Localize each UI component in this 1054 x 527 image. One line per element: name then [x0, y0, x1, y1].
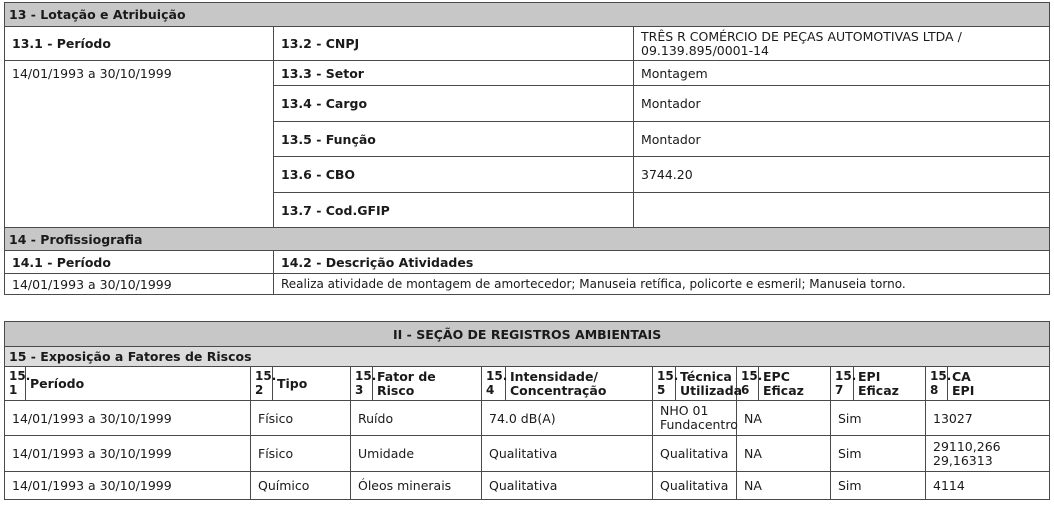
funcao-value: Montador: [634, 122, 1050, 157]
col-5-number: 15. 5: [653, 367, 676, 401]
col-5-label: Técnica Utilizada: [676, 367, 737, 401]
col-7-label: EPI Eficaz: [854, 367, 926, 401]
section-ii-title: II - SEÇÃO DE REGISTROS AMBIENTAIS: [5, 322, 1050, 347]
section-13-header: 13 - Lotação e Atribuição: [5, 3, 1050, 27]
setor-label: 13.3 - Setor: [274, 61, 634, 86]
descricao-label: 14.2 - Descrição Atividades: [274, 251, 1050, 274]
col-8-label: CA EPI: [948, 367, 1050, 401]
table-row: [5, 472, 1050, 500]
col-6-label: EPC Eficaz: [759, 367, 831, 401]
cargo-label: 13.4 - Cargo: [274, 86, 634, 122]
profissiografia-periodo-value: 14/01/1993 a 30/10/1999: [5, 274, 274, 295]
cargo-value: Montador: [634, 86, 1050, 122]
gfip-value: [634, 193, 1050, 228]
section-15-header: 15 - Exposição a Fatores de Riscos: [5, 347, 1050, 367]
cbo-label: 13.6 - CBO: [274, 157, 634, 193]
col-1-label: Período: [26, 367, 251, 401]
row-tecnica: Qualitativa: [653, 472, 737, 500]
row-ca: 13027: [926, 401, 1050, 436]
col-8-number: 15. 8: [926, 367, 948, 401]
periodo-value: 14/01/1993 a 30/10/1999: [5, 61, 274, 228]
row-periodo: 14/01/1993 a 30/10/1999: [5, 436, 251, 472]
registros-ambientais-table: [4, 321, 1050, 500]
row-ca: 4114: [926, 472, 1050, 500]
row-intensidade: Qualitativa: [482, 436, 653, 472]
col-6-number: 15. 6: [737, 367, 759, 401]
col-1-number: 15. 1: [5, 367, 26, 401]
row-epi: Sim: [831, 436, 926, 472]
profissiografia-periodo-label: 14.1 - Período: [5, 251, 274, 274]
col-2-label: Tipo: [273, 367, 351, 401]
lotacao-profissiografia-table: [4, 2, 1050, 295]
column-header-row: [5, 367, 1050, 401]
cnpj-value: [634, 27, 1050, 61]
cnpj-company: TRÊS R COMÉRCIO DE PEÇAS AUTOMOTIVAS LTDA /: [641, 28, 962, 44]
col-7-number: 15. 7: [831, 367, 854, 401]
cnpj-number: 09.139.895/0001-14: [641, 42, 770, 58]
row-fator: Ruído: [351, 401, 482, 436]
row-intensidade: 74.0 dB(A): [482, 401, 653, 436]
row-epi: Sim: [831, 401, 926, 436]
row-epc: NA: [737, 472, 831, 500]
row-epc: NA: [737, 401, 831, 436]
row-epi: Sim: [831, 472, 926, 500]
row-fator: Umidade: [351, 436, 482, 472]
row-epc: NA: [737, 436, 831, 472]
periodo-label: 13.1 - Período: [5, 27, 274, 61]
row-tipo: Químico: [251, 472, 351, 500]
row-ca: 29110,266 29,16313: [926, 436, 1050, 472]
section-14-header: 14 - Profissiografia: [5, 228, 1050, 251]
col-2-number: 15. 2: [251, 367, 273, 401]
setor-value: Montagem: [634, 61, 1050, 86]
table-row: [5, 401, 1050, 436]
descricao-value: Realiza atividade de montagem de amortecedor; Manuseia retífica, policorte e esmeril; Manuseia torno.: [274, 274, 1050, 295]
row-fator: Óleos minerais: [351, 472, 482, 500]
row-tipo: Físico: [251, 436, 351, 472]
col-4-number: 15. 4: [482, 367, 506, 401]
row-intensidade: Qualitativa: [482, 472, 653, 500]
col-3-label: Fator de Risco: [373, 367, 482, 401]
funcao-label: 13.5 - Função: [274, 122, 634, 157]
cbo-value: 3744.20: [634, 157, 1050, 193]
row-tecnica: NHO 01 Fundacentro: [653, 401, 737, 436]
col-3-number: 15. 3: [351, 367, 373, 401]
row-tipo: Físico: [251, 401, 351, 436]
col-4-label: Intensidade/ Concentração: [506, 367, 653, 401]
row-periodo: 14/01/1993 a 30/10/1999: [5, 472, 251, 500]
gfip-label: 13.7 - Cod.GFIP: [274, 193, 634, 228]
table-row: [5, 436, 1050, 472]
cnpj-label: 13.2 - CNPJ: [274, 27, 634, 61]
row-periodo: 14/01/1993 a 30/10/1999: [5, 401, 251, 436]
row-tecnica: Qualitativa: [653, 436, 737, 472]
